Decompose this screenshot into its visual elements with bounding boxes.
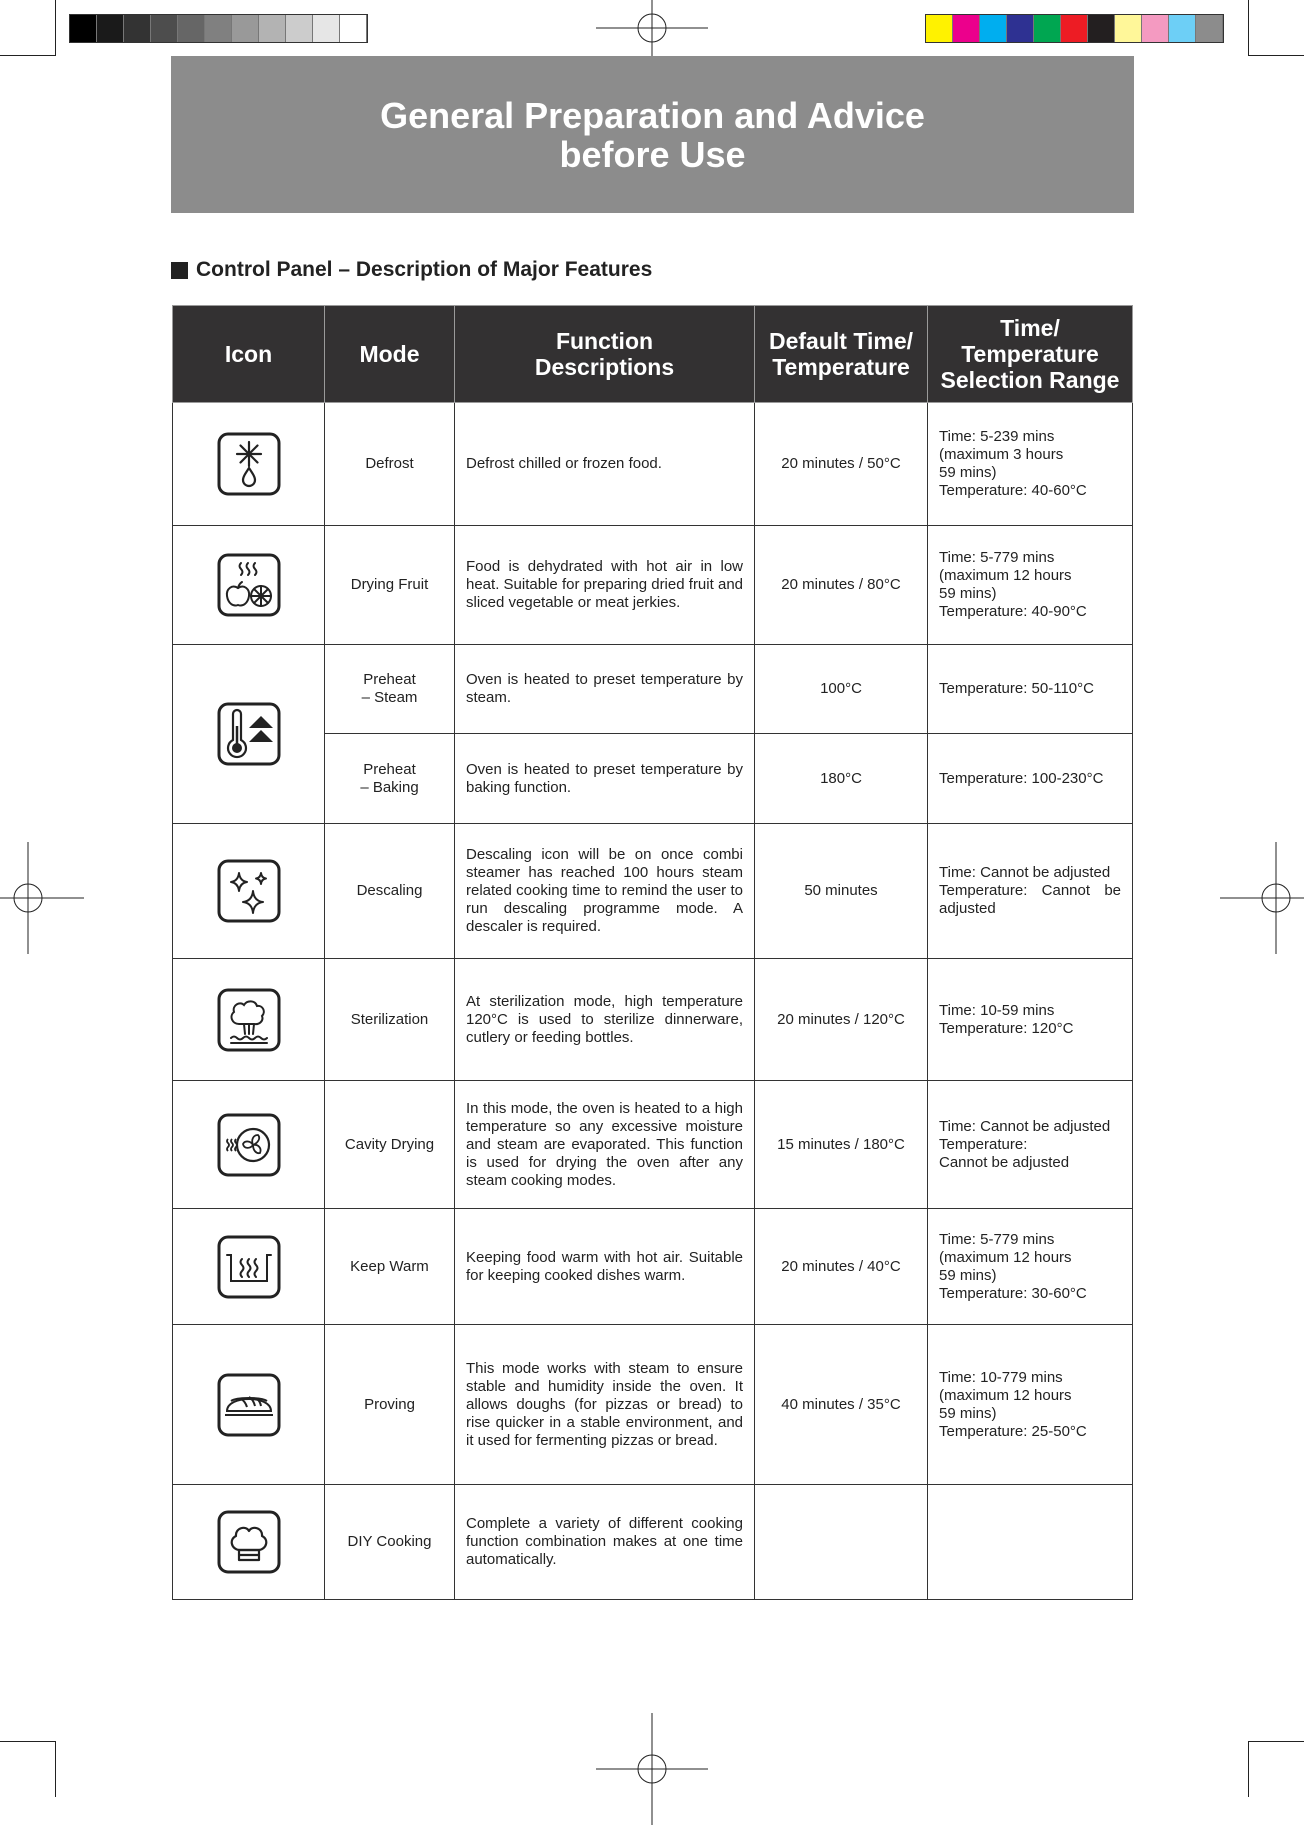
description-cell: This mode works with steam to ensure stable and humidity inside the oven. It allows doughs (for pizzas or bread) to rise quicker in a stable environment, and it used for fermenting pizzas or bread. bbox=[455, 1325, 755, 1485]
range-text: Time: Cannot be adjusted Temperature: Cannot be adjusted bbox=[939, 864, 1121, 917]
header-mode: Mode bbox=[325, 306, 455, 403]
icon-cell bbox=[173, 824, 325, 959]
color-swatch bbox=[340, 15, 367, 42]
table-row bbox=[173, 645, 1133, 734]
default-cell: 20 minutes / 50°C bbox=[755, 403, 928, 526]
icon-cell bbox=[173, 1485, 325, 1600]
icon-cell bbox=[173, 1081, 325, 1209]
color-swatch bbox=[259, 15, 286, 42]
icon-cell bbox=[173, 959, 325, 1081]
icon-cell bbox=[173, 1209, 325, 1325]
header-icon: Icon bbox=[173, 306, 325, 403]
color-swatch bbox=[124, 15, 151, 42]
color-swatch bbox=[1088, 15, 1115, 42]
grey-swatch-bar bbox=[69, 14, 368, 43]
descaling-icon bbox=[217, 859, 281, 923]
range-cell bbox=[928, 824, 1133, 959]
default-cell: 20 minutes / 80°C bbox=[755, 526, 928, 645]
color-swatch bbox=[1142, 15, 1169, 42]
color-swatch bbox=[953, 15, 980, 42]
page-title-line-1: General Preparation and Advice bbox=[380, 94, 925, 136]
table-row bbox=[173, 824, 1133, 959]
header-range: Time/ Temperature Selection Range bbox=[928, 306, 1133, 403]
crop-mark bbox=[1248, 55, 1304, 56]
color-swatch bbox=[70, 15, 97, 42]
table-row bbox=[173, 403, 1133, 526]
range-cell: Time: 5-239 mins (maximum 3 hours 59 mins) Temperature: 40-60°C bbox=[928, 403, 1133, 526]
default-cell: 20 minutes / 120°C bbox=[755, 959, 928, 1081]
color-swatch bbox=[926, 15, 953, 42]
description-cell: Keeping food warm with hot air. Suitable for keeping cooked dishes warm. bbox=[455, 1209, 755, 1325]
color-swatch bbox=[980, 15, 1007, 42]
table-row bbox=[173, 1485, 1133, 1600]
square-bullet-icon bbox=[171, 262, 188, 279]
range-cell: Time: 5-779 mins (maximum 12 hours 59 mins) Temperature: 30-60°C bbox=[928, 1209, 1133, 1325]
range-cell: Time: 10-779 mins (maximum 12 hours 59 mins) Temperature: 25-50°C bbox=[928, 1325, 1133, 1485]
description-cell: Defrost chilled or frozen food. bbox=[455, 403, 755, 526]
mode-cell: Sterilization bbox=[325, 959, 455, 1081]
color-swatch bbox=[1169, 15, 1196, 42]
table-row bbox=[173, 1209, 1133, 1325]
range-cell bbox=[928, 1485, 1133, 1600]
icon-cell bbox=[173, 645, 325, 824]
description-cell: Descaling icon will be on once combi steamer has reached 100 hours steam related cooking time to remind the user to run descaling programme mode. A descaler is required. bbox=[455, 824, 755, 959]
default-cell: 50 minutes bbox=[755, 824, 928, 959]
crop-mark bbox=[1248, 0, 1249, 56]
mode-cell: Defrost bbox=[325, 403, 455, 526]
header-default: Default Time/ Temperature bbox=[755, 306, 928, 403]
preheat-icon bbox=[217, 702, 281, 766]
mode-cell: Cavity Drying bbox=[325, 1081, 455, 1209]
page-title-line-2: before Use bbox=[559, 133, 746, 175]
table-row bbox=[173, 959, 1133, 1081]
range-cell: Time: Cannot be adjusted Temperature: Cannot be adjusted bbox=[928, 1081, 1133, 1209]
registration-mark-right bbox=[1220, 842, 1304, 954]
range-cell: Time: 5-779 mins (maximum 12 hours 59 mins) Temperature: 40-90°C bbox=[928, 526, 1133, 645]
color-swatch bbox=[1034, 15, 1061, 42]
color-swatch bbox=[151, 15, 178, 42]
default-cell: 15 minutes / 180°C bbox=[755, 1081, 928, 1209]
mode-cell: Proving bbox=[325, 1325, 455, 1485]
features-table bbox=[172, 305, 1133, 1600]
mode-cell: Drying Fruit bbox=[325, 526, 455, 645]
color-swatch bbox=[178, 15, 205, 42]
default-cell: 40 minutes / 35°C bbox=[755, 1325, 928, 1485]
description-cell: Food is dehydrated with hot air in low heat. Suitable for preparing dried fruit and sliced vegetable or meat jerkies. bbox=[455, 526, 755, 645]
defrost-icon bbox=[217, 432, 281, 496]
color-swatch bbox=[232, 15, 259, 42]
description-cell: Oven is heated to preset temperature by baking function. bbox=[455, 734, 755, 824]
mode-cell: Preheat – Steam bbox=[325, 645, 455, 734]
crop-mark bbox=[1248, 1741, 1304, 1742]
table-header-row bbox=[173, 306, 1133, 403]
description-cell: At sterilization mode, high temperature 120°C is used to sterilize dinnerware, cutlery or feeding bottles. bbox=[455, 959, 755, 1081]
color-swatch bbox=[1196, 15, 1223, 42]
drying-fruit-icon bbox=[217, 553, 281, 617]
crop-mark bbox=[55, 1741, 56, 1797]
range-cell: Time: 10-59 mins Temperature: 120°C bbox=[928, 959, 1133, 1081]
mode-cell: Descaling bbox=[325, 824, 455, 959]
color-swatch bbox=[1115, 15, 1142, 42]
crop-mark bbox=[0, 55, 56, 56]
mode-cell: DIY Cooking bbox=[325, 1485, 455, 1600]
range-cell: Temperature: 100-230°C bbox=[928, 734, 1133, 824]
default-cell: 20 minutes / 40°C bbox=[755, 1209, 928, 1325]
table-row bbox=[173, 526, 1133, 645]
description-cell: Oven is heated to preset temperature by steam. bbox=[455, 645, 755, 734]
color-swatch bbox=[313, 15, 340, 42]
cavity-drying-icon bbox=[217, 1113, 281, 1177]
description-cell: In this mode, the oven is heated to a high temperature so any excessive moisture and steam are evaporated. This function is used for drying the oven after any steam cooking modes. bbox=[455, 1081, 755, 1209]
header-function: Function Descriptions bbox=[455, 306, 755, 403]
crop-mark bbox=[1248, 1741, 1249, 1797]
default-cell: 180°C bbox=[755, 734, 928, 824]
page-title-banner bbox=[171, 56, 1134, 213]
section-heading bbox=[171, 258, 652, 282]
icon-cell bbox=[173, 1325, 325, 1485]
color-swatch bbox=[97, 15, 124, 42]
diy-cooking-icon bbox=[217, 1510, 281, 1574]
registration-mark-bottom bbox=[596, 1713, 708, 1825]
table-row bbox=[173, 1081, 1133, 1209]
mode-cell: Preheat – Baking bbox=[325, 734, 455, 824]
color-swatch bbox=[1061, 15, 1088, 42]
icon-cell bbox=[173, 403, 325, 526]
mode-cell: Keep Warm bbox=[325, 1209, 455, 1325]
keep-warm-icon bbox=[217, 1235, 281, 1299]
default-cell bbox=[755, 1485, 928, 1600]
range-cell: Temperature: 50-110°C bbox=[928, 645, 1133, 734]
registration-mark-left bbox=[0, 842, 84, 954]
color-swatch-bar bbox=[925, 14, 1224, 43]
color-swatch bbox=[1007, 15, 1034, 42]
color-swatch bbox=[205, 15, 232, 42]
default-cell: 100°C bbox=[755, 645, 928, 734]
table-row bbox=[173, 1325, 1133, 1485]
sterilization-icon bbox=[217, 988, 281, 1052]
section-heading-text: Control Panel – Description of Major Features bbox=[196, 258, 653, 281]
description-cell: Complete a variety of different cooking function combination makes at one time automatically. bbox=[455, 1485, 755, 1600]
color-swatch bbox=[286, 15, 313, 42]
proving-icon bbox=[217, 1373, 281, 1437]
icon-cell bbox=[173, 526, 325, 645]
crop-mark bbox=[0, 1741, 56, 1742]
crop-mark bbox=[55, 0, 56, 56]
